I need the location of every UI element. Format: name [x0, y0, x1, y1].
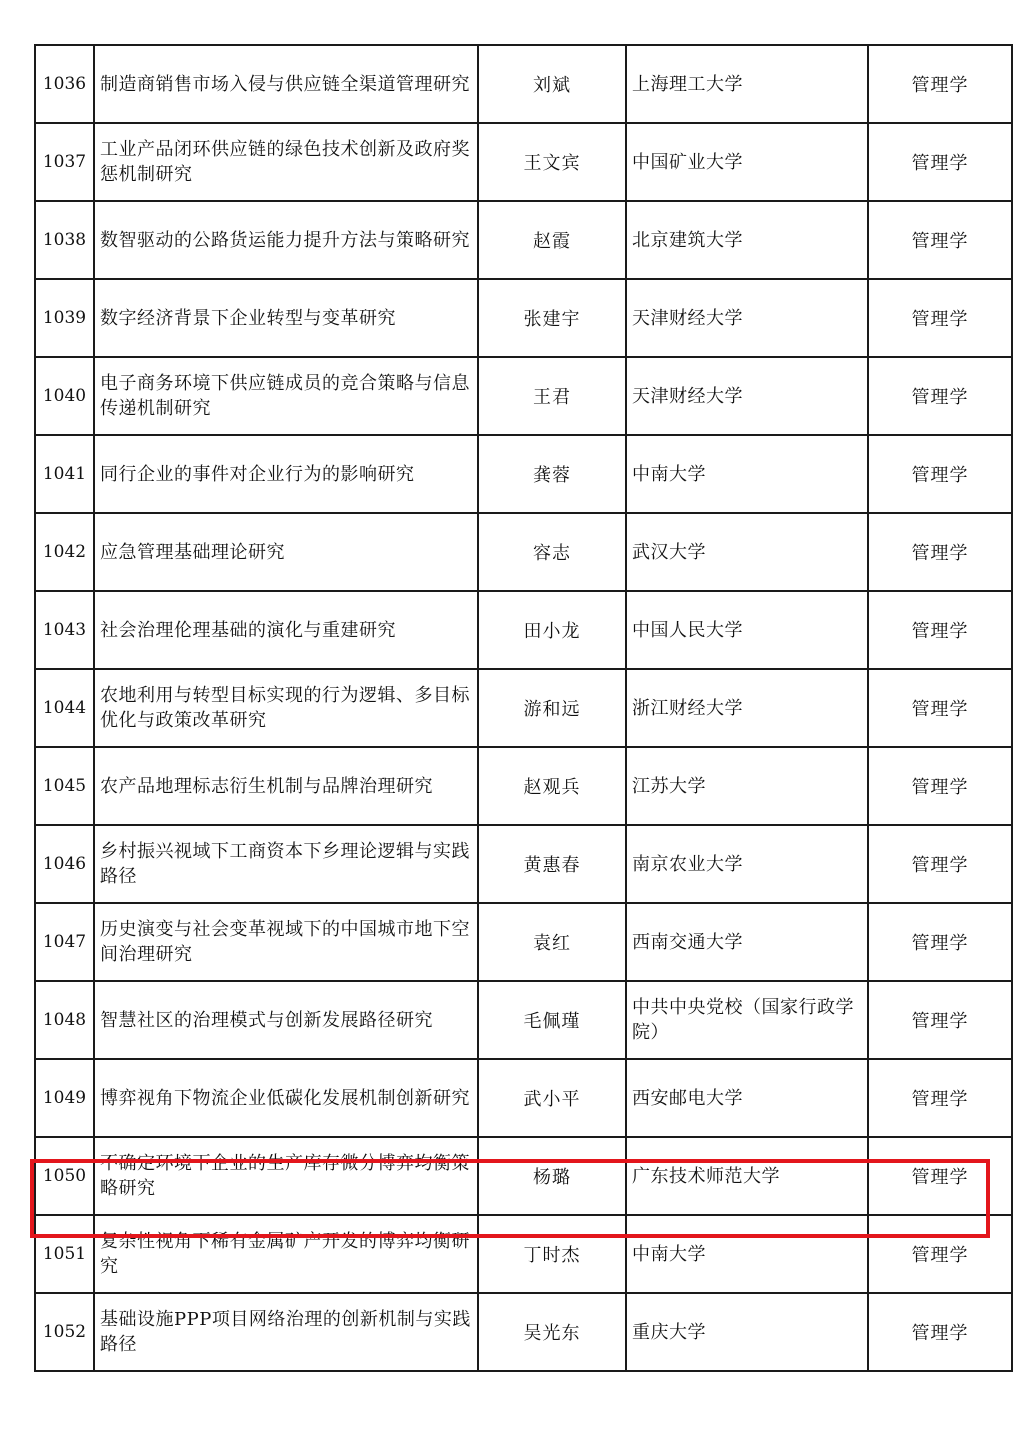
institution-cell: 天津财经大学	[626, 279, 868, 357]
row-number-cell: 1039	[35, 279, 94, 357]
discipline-cell: 管理学	[868, 123, 1012, 201]
table-row	[35, 357, 1012, 435]
project-title-cell: 历史演变与社会变革视域下的中国城市地下空间治理研究	[94, 903, 478, 981]
row-number-cell: 1046	[35, 825, 94, 903]
project-title-cell: 不确定环境下企业的生产库存微分博弈均衡策略研究	[94, 1137, 478, 1215]
lead-person-cell: 吴光东	[478, 1293, 626, 1371]
table-row	[35, 1215, 1012, 1293]
row-number-cell: 1050	[35, 1137, 94, 1215]
lead-person-cell: 赵霞	[478, 201, 626, 279]
table-row	[35, 1059, 1012, 1137]
project-title-cell: 农地利用与转型目标实现的行为逻辑、多目标优化与政策改革研究	[94, 669, 478, 747]
row-number-cell: 1043	[35, 591, 94, 669]
lead-person-cell: 游和远	[478, 669, 626, 747]
row-number-cell: 1040	[35, 357, 94, 435]
row-number-cell: 1049	[35, 1059, 94, 1137]
institution-cell: 江苏大学	[626, 747, 868, 825]
institution-cell: 武汉大学	[626, 513, 868, 591]
row-number-cell: 1052	[35, 1293, 94, 1371]
row-number-cell: 1041	[35, 435, 94, 513]
project-list-sheet	[34, 44, 991, 1372]
table-row	[35, 1293, 1012, 1371]
row-number-cell: 1044	[35, 669, 94, 747]
institution-cell: 中南大学	[626, 435, 868, 513]
lead-person-cell: 丁时杰	[478, 1215, 626, 1293]
lead-person-cell: 武小平	[478, 1059, 626, 1137]
discipline-cell: 管理学	[868, 1059, 1012, 1137]
table-row	[35, 513, 1012, 591]
lead-person-cell: 杨璐	[478, 1137, 626, 1215]
project-title-cell: 博弈视角下物流企业低碳化发展机制创新研究	[94, 1059, 478, 1137]
table-row	[35, 825, 1012, 903]
lead-person-cell: 毛佩瑾	[478, 981, 626, 1059]
table-row	[35, 903, 1012, 981]
discipline-cell: 管理学	[868, 279, 1012, 357]
row-number-cell: 1045	[35, 747, 94, 825]
discipline-cell: 管理学	[868, 747, 1012, 825]
discipline-cell: 管理学	[868, 1137, 1012, 1215]
discipline-cell: 管理学	[868, 201, 1012, 279]
project-table-body	[35, 45, 1012, 1371]
row-number-cell: 1042	[35, 513, 94, 591]
lead-person-cell: 张建宇	[478, 279, 626, 357]
row-number-cell: 1038	[35, 201, 94, 279]
project-title-cell: 数字经济背景下企业转型与变革研究	[94, 279, 478, 357]
discipline-cell: 管理学	[868, 1293, 1012, 1371]
lead-person-cell: 袁红	[478, 903, 626, 981]
institution-cell: 西安邮电大学	[626, 1059, 868, 1137]
lead-person-cell: 容志	[478, 513, 626, 591]
institution-cell: 广东技术师范大学	[626, 1137, 868, 1215]
institution-cell: 中国人民大学	[626, 591, 868, 669]
table-row-highlighted	[35, 1137, 1012, 1215]
institution-cell: 浙江财经大学	[626, 669, 868, 747]
discipline-cell: 管理学	[868, 513, 1012, 591]
institution-cell: 中国矿业大学	[626, 123, 868, 201]
project-title-cell: 工业产品闭环供应链的绿色技术创新及政府奖惩机制研究	[94, 123, 478, 201]
project-title-cell: 电子商务环境下供应链成员的竞合策略与信息传递机制研究	[94, 357, 478, 435]
project-title-cell: 智慧社区的治理模式与创新发展路径研究	[94, 981, 478, 1059]
discipline-cell: 管理学	[868, 669, 1012, 747]
institution-cell: 南京农业大学	[626, 825, 868, 903]
row-number-cell: 1037	[35, 123, 94, 201]
discipline-cell: 管理学	[868, 825, 1012, 903]
institution-cell: 中南大学	[626, 1215, 868, 1293]
table-row	[35, 747, 1012, 825]
lead-person-cell: 刘斌	[478, 45, 626, 123]
table-row	[35, 201, 1012, 279]
institution-cell: 上海理工大学	[626, 45, 868, 123]
discipline-cell: 管理学	[868, 1215, 1012, 1293]
lead-person-cell: 王文宾	[478, 123, 626, 201]
table-row	[35, 279, 1012, 357]
project-title-cell: 同行企业的事件对企业行为的影响研究	[94, 435, 478, 513]
table-row	[35, 981, 1012, 1059]
project-title-cell: 乡村振兴视域下工商资本下乡理论逻辑与实践路径	[94, 825, 478, 903]
institution-cell: 北京建筑大学	[626, 201, 868, 279]
project-table	[34, 44, 1013, 1372]
lead-person-cell: 黄惠春	[478, 825, 626, 903]
institution-cell: 中共中央党校（国家行政学院）	[626, 981, 868, 1059]
row-number-cell: 1036	[35, 45, 94, 123]
discipline-cell: 管理学	[868, 903, 1012, 981]
discipline-cell: 管理学	[868, 357, 1012, 435]
table-row	[35, 669, 1012, 747]
discipline-cell: 管理学	[868, 591, 1012, 669]
table-row	[35, 591, 1012, 669]
project-title-cell: 数智驱动的公路货运能力提升方法与策略研究	[94, 201, 478, 279]
institution-cell: 西南交通大学	[626, 903, 868, 981]
row-number-cell: 1048	[35, 981, 94, 1059]
row-number-cell: 1047	[35, 903, 94, 981]
discipline-cell: 管理学	[868, 981, 1012, 1059]
row-number-cell: 1051	[35, 1215, 94, 1293]
lead-person-cell: 龚蓉	[478, 435, 626, 513]
table-row	[35, 45, 1012, 123]
discipline-cell: 管理学	[868, 435, 1012, 513]
discipline-cell: 管理学	[868, 45, 1012, 123]
table-row	[35, 123, 1012, 201]
lead-person-cell: 赵观兵	[478, 747, 626, 825]
project-title-cell: 复杂性视角下稀有金属矿产开发的博弈均衡研究	[94, 1215, 478, 1293]
project-title-cell: 社会治理伦理基础的演化与重建研究	[94, 591, 478, 669]
table-row	[35, 435, 1012, 513]
project-title-cell: 应急管理基础理论研究	[94, 513, 478, 591]
project-title-cell: 基础设施PPP项目网络治理的创新机制与实践路径	[94, 1293, 478, 1371]
project-title-cell: 农产品地理标志衍生机制与品牌治理研究	[94, 747, 478, 825]
institution-cell: 天津财经大学	[626, 357, 868, 435]
lead-person-cell: 王君	[478, 357, 626, 435]
project-title-cell: 制造商销售市场入侵与供应链全渠道管理研究	[94, 45, 478, 123]
institution-cell: 重庆大学	[626, 1293, 868, 1371]
lead-person-cell: 田小龙	[478, 591, 626, 669]
